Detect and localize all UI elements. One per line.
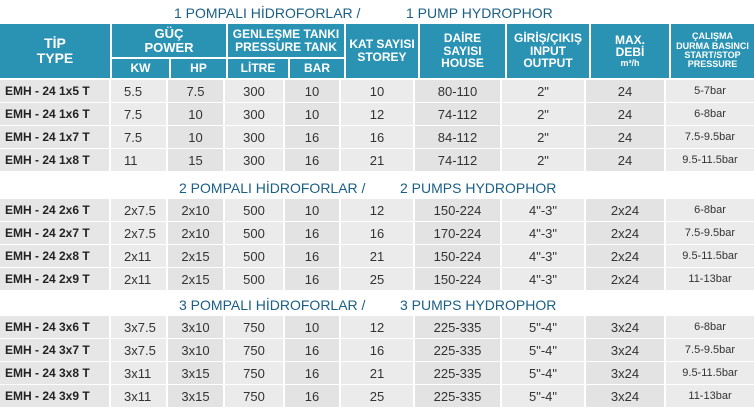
header-input-output xyxy=(507,24,589,78)
header-type-tr: TİP xyxy=(44,35,66,52)
cell-pressure: 6-8bar xyxy=(665,199,754,222)
cell-litre: 500 xyxy=(224,268,284,291)
cell-house: 74-112 xyxy=(414,103,501,126)
cell-pressure: 9.5-11.5bar xyxy=(665,362,754,385)
cell-bar: 16 xyxy=(284,339,340,362)
cell-type: EMH - 24 2x6 T xyxy=(0,199,110,222)
section-title-tr: 1 POMPALI HİDROFORLAR / xyxy=(174,5,361,21)
cell-house: 74-112 xyxy=(414,149,501,172)
section-title-3-pumps xyxy=(0,295,754,315)
header-storey xyxy=(346,24,418,78)
cell-max-flow: 3x24 xyxy=(585,385,665,408)
table-2-pumps xyxy=(0,199,754,291)
cell-bar: 10 xyxy=(284,316,340,339)
cell-max-flow: 24 xyxy=(585,80,665,103)
cell-bar: 16 xyxy=(284,126,340,149)
cell-kw: 3x7.5 xyxy=(110,316,167,339)
cell-input-output: 5"-4" xyxy=(501,362,585,385)
cell-input-output: 4"-3" xyxy=(501,245,585,268)
cell-max-flow: 2x24 xyxy=(585,268,665,291)
header-type xyxy=(0,24,110,78)
cell-house: 225-335 xyxy=(414,316,501,339)
cell-storey: 16 xyxy=(340,126,414,149)
cell-input-output: 2" xyxy=(501,103,585,126)
cell-bar: 16 xyxy=(284,245,340,268)
cell-bar: 10 xyxy=(284,80,340,103)
cell-hp: 2x15 xyxy=(167,268,224,291)
cell-type: EMH - 24 1x7 T xyxy=(0,126,110,149)
cell-type: EMH - 24 3x7 T xyxy=(0,339,110,362)
header-press-3: START/STOP xyxy=(684,50,741,60)
cell-kw: 5.5 xyxy=(110,80,167,103)
header-press-2: DURMA BASINCI xyxy=(676,40,749,51)
cell-litre: 750 xyxy=(224,362,284,385)
cell-storey: 12 xyxy=(340,199,414,222)
header-storey-tr: KAT SAYISI xyxy=(349,37,415,52)
cell-hp: 3x10 xyxy=(167,316,224,339)
cell-pressure: 11-13bar xyxy=(665,268,754,291)
header-house xyxy=(420,24,505,78)
cell-pressure: 6-8bar xyxy=(665,103,754,126)
header-power-tr: GÜÇ xyxy=(154,25,184,41)
cell-house: 84-112 xyxy=(414,126,501,149)
cell-house: 150-224 xyxy=(414,245,501,268)
header-house-tr: DAİRE xyxy=(443,31,482,46)
header-litre: LİTRE xyxy=(228,59,288,78)
section-title-en: 1 PUMP HYDROPHOR xyxy=(406,5,553,21)
cell-storey: 16 xyxy=(340,339,414,362)
cell-litre: 300 xyxy=(224,126,284,149)
header-io-tr: GİRİŞ/ÇIKIŞ xyxy=(513,31,582,46)
cell-kw: 7.5 xyxy=(110,126,167,149)
table-row xyxy=(0,316,754,339)
cell-max-flow: 3x24 xyxy=(585,339,665,362)
cell-storey: 25 xyxy=(340,385,414,408)
cell-bar: 16 xyxy=(284,362,340,385)
header-press-1: ÇALIŞMA xyxy=(691,31,733,42)
header-flow-mid: DEBİ xyxy=(615,45,645,60)
section-title-en: 3 PUMPS HYDROPHOR xyxy=(400,297,557,313)
cell-litre: 300 xyxy=(224,80,284,103)
cell-storey: 21 xyxy=(340,149,414,172)
cell-kw: 3x11 xyxy=(110,385,167,408)
cell-kw: 2x7.5 xyxy=(110,222,167,245)
cell-litre: 500 xyxy=(224,199,284,222)
table-row xyxy=(0,268,754,291)
section-title-2-pumps xyxy=(0,178,754,198)
cell-input-output: 2" xyxy=(501,149,585,172)
cell-max-flow: 2x24 xyxy=(585,222,665,245)
cell-litre: 300 xyxy=(224,103,284,126)
table-row xyxy=(0,339,754,362)
cell-house: 80-110 xyxy=(414,80,501,103)
cell-litre: 750 xyxy=(224,385,284,408)
cell-input-output: 5"-4" xyxy=(501,385,585,408)
table-row xyxy=(0,199,754,222)
header-power xyxy=(112,24,226,57)
section-title-en: 2 PUMPS HYDROPHOR xyxy=(400,180,557,196)
cell-pressure: 7.5-9.5bar xyxy=(665,222,754,245)
cell-input-output: 2" xyxy=(501,126,585,149)
header-house-mid: SAYISI xyxy=(443,43,482,58)
cell-hp: 3x15 xyxy=(167,362,224,385)
header-house-en: HOUSE xyxy=(441,56,484,71)
cell-input-output: 2" xyxy=(501,80,585,103)
cell-input-output: 5"-4" xyxy=(501,339,585,362)
cell-kw: 3x7.5 xyxy=(110,339,167,362)
cell-hp: 2x15 xyxy=(167,245,224,268)
cell-litre: 500 xyxy=(224,222,284,245)
cell-type: EMH - 24 1x6 T xyxy=(0,103,110,126)
cell-house: 225-335 xyxy=(414,339,501,362)
cell-hp: 10 xyxy=(167,126,224,149)
cell-kw: 2x11 xyxy=(110,245,167,268)
cell-kw: 2x7.5 xyxy=(110,199,167,222)
header-io-en: OUTPUT xyxy=(523,56,573,71)
cell-house: 150-224 xyxy=(414,268,501,291)
cell-type: EMH - 24 1x8 T xyxy=(0,149,110,172)
cell-hp: 3x10 xyxy=(167,339,224,362)
table-1-pump xyxy=(0,80,754,172)
cell-max-flow: 3x24 xyxy=(585,316,665,339)
header-kw: KW xyxy=(112,59,169,78)
cell-pressure: 9.5-11.5bar xyxy=(665,245,754,268)
cell-storey: 21 xyxy=(340,362,414,385)
cell-bar: 16 xyxy=(284,268,340,291)
table-row xyxy=(0,103,754,126)
header-pressure-tank xyxy=(228,24,344,57)
section-title-tr: 2 POMPALI HİDROFORLAR / xyxy=(179,180,366,196)
cell-kw: 7.5 xyxy=(110,103,167,126)
cell-pressure: 7.5-9.5bar xyxy=(665,339,754,362)
cell-bar: 16 xyxy=(284,385,340,408)
header-power-en: POWER xyxy=(144,39,194,55)
cell-house: 225-335 xyxy=(414,362,501,385)
cell-type: EMH - 24 2x7 T xyxy=(0,222,110,245)
cell-pressure: 6-8bar xyxy=(665,316,754,339)
table-row xyxy=(0,222,754,245)
cell-hp: 2x10 xyxy=(167,199,224,222)
cell-bar: 16 xyxy=(284,149,340,172)
header-tank-tr: GENLEŞME TANKI xyxy=(232,26,340,41)
header-hp: HP xyxy=(171,59,226,78)
header-max-flow xyxy=(591,24,669,78)
cell-pressure: 7.5-9.5bar xyxy=(665,126,754,149)
cell-type: EMH - 24 1x5 T xyxy=(0,80,110,103)
cell-kw: 3x11 xyxy=(110,362,167,385)
cell-hp: 2x10 xyxy=(167,222,224,245)
cell-type: EMH - 24 2x8 T xyxy=(0,245,110,268)
cell-bar: 10 xyxy=(284,199,340,222)
cell-hp: 3x15 xyxy=(167,385,224,408)
cell-input-output: 5"-4" xyxy=(501,316,585,339)
cell-bar: 16 xyxy=(284,222,340,245)
header-io-mid: INPUT xyxy=(529,43,566,58)
table-row xyxy=(0,385,754,408)
cell-type: EMH - 24 3x9 T xyxy=(0,385,110,408)
cell-hp: 7.5 xyxy=(167,80,224,103)
cell-max-flow: 24 xyxy=(585,103,665,126)
cell-max-flow: 2x24 xyxy=(585,199,665,222)
table-row xyxy=(0,362,754,385)
cell-type: EMH - 24 2x9 T xyxy=(0,268,110,291)
cell-max-flow: 2x24 xyxy=(585,245,665,268)
cell-type: EMH - 24 3x8 T xyxy=(0,362,110,385)
cell-max-flow: 3x24 xyxy=(585,362,665,385)
header-press-4: PRESSURE xyxy=(687,59,738,70)
table-row xyxy=(0,80,754,103)
cell-litre: 750 xyxy=(224,339,284,362)
cell-bar: 10 xyxy=(284,103,340,126)
cell-litre: 750 xyxy=(224,316,284,339)
table-row xyxy=(0,126,754,149)
section-title-tr: 3 POMPALI HİDROFORLAR / xyxy=(179,297,366,313)
table-row xyxy=(0,149,754,172)
cell-pressure: 5-7bar xyxy=(665,80,754,103)
cell-type: EMH - 24 3x6 T xyxy=(0,316,110,339)
table-3-pumps xyxy=(0,316,754,408)
cell-storey: 10 xyxy=(340,80,414,103)
cell-input-output: 4"-3" xyxy=(501,199,585,222)
header-bar: BAR xyxy=(290,59,344,78)
cell-hp: 15 xyxy=(167,149,224,172)
cell-hp: 10 xyxy=(167,103,224,126)
cell-house: 225-335 xyxy=(414,385,501,408)
cell-storey: 25 xyxy=(340,268,414,291)
cell-storey: 16 xyxy=(340,222,414,245)
cell-max-flow: 24 xyxy=(585,149,665,172)
cell-litre: 500 xyxy=(224,245,284,268)
header-start-stop-pressure xyxy=(671,24,754,78)
cell-house: 150-224 xyxy=(414,199,501,222)
cell-storey: 12 xyxy=(340,103,414,126)
header-flow-tr: MAX. xyxy=(615,32,645,47)
cell-pressure: 11-13bar xyxy=(665,385,754,408)
header-tank-en: PRESSURE TANK xyxy=(235,39,337,54)
cell-pressure: 9.5-11.5bar xyxy=(665,149,754,172)
cell-litre: 300 xyxy=(224,149,284,172)
cell-house: 170-224 xyxy=(414,222,501,245)
cell-storey: 12 xyxy=(340,316,414,339)
header-type-en: TYPE xyxy=(36,50,74,66)
header-flow-unit: m³/h xyxy=(620,57,640,68)
cell-kw: 2x11 xyxy=(110,268,167,291)
section-title-1-pump xyxy=(0,3,754,23)
header-storey-en: STOREY xyxy=(357,50,407,64)
cell-max-flow: 24 xyxy=(585,126,665,149)
cell-storey: 21 xyxy=(340,245,414,268)
cell-input-output: 4"-3" xyxy=(501,222,585,245)
cell-kw: 11 xyxy=(110,149,167,172)
table-row xyxy=(0,245,754,268)
cell-input-output: 4"-3" xyxy=(501,268,585,291)
